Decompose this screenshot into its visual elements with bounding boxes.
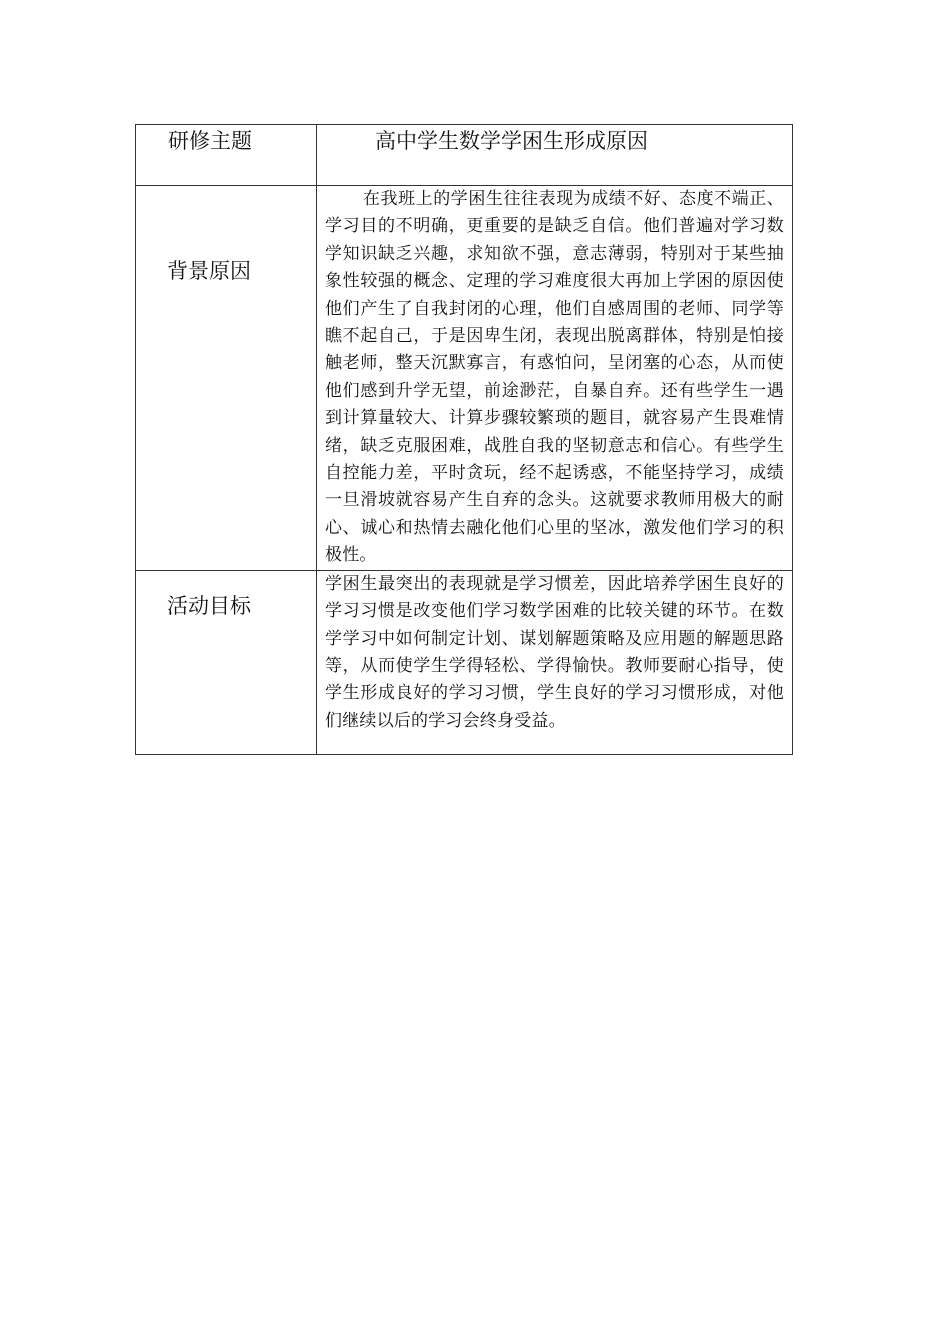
background-label: 背景原因 <box>167 259 251 283</box>
background-label-cell <box>136 186 317 571</box>
topic-title: 高中学生数学学困生形成原因 <box>375 129 648 153</box>
goal-label: 活动目标 <box>167 593 251 618</box>
topic-label-cell <box>136 125 317 186</box>
background-content-cell <box>317 186 793 571</box>
table-row-goal <box>136 570 793 754</box>
table-row-topic <box>136 125 793 186</box>
table-row-background <box>136 186 793 571</box>
goal-label-cell <box>136 570 317 754</box>
topic-content-cell <box>317 125 793 186</box>
research-plan-table <box>135 124 793 755</box>
topic-label: 研修主题 <box>168 129 252 153</box>
background-paragraph: 在我班上的学困生往往表现为成绩不好、态度不端正、学习目的不明确，更重要的是缺乏自信。他们普遍对学习数学知识缺乏兴趣，求知欲不强，意志薄弱，特别对于某些抽象性较强的概念、定理的学习难度很大再加上学困的原因使他们产生了自我封闭的心理，他们自感周围的老师、同学等瞧不起自己，于是因卑生闭，表现出脱离群体，特别是怕接触老师，整天沉默寡言，有惑怕问，呈闭塞的心态，从而使他们感到升学无望，前途渺茫，自暴自弃。还有些学生一遇到计算量较大、计算步骤较繁琐的题目，就容易产生畏难情绪，缺乏克服困难，战胜自我的坚韧意志和信心。有些学生自控能力差，平时贪玩，经不起诱惑，不能坚持学习，成绩一旦滑坡就容易产生自弃的念头。这就要求教师用极大的耐心、诚心和热情去融化他们心里的坚冰，激发他们学习的积极性。 <box>325 189 784 566</box>
goal-paragraph: 学困生最突出的表现就是学习惯差，因此培养学困生良好的学习习惯是改变他们学习数学困难的比较关键的环节。在数学学习中如何制定计划、谋划解题策略及应用题的解题思路等，从而使学生学得轻松、学得愉快。教师要耐心指导，使学生形成良好的学习习惯，学生良好的学习习惯形成，对他们继续以后的学习会终身受益。 <box>325 573 784 731</box>
goal-content-cell <box>317 570 793 754</box>
